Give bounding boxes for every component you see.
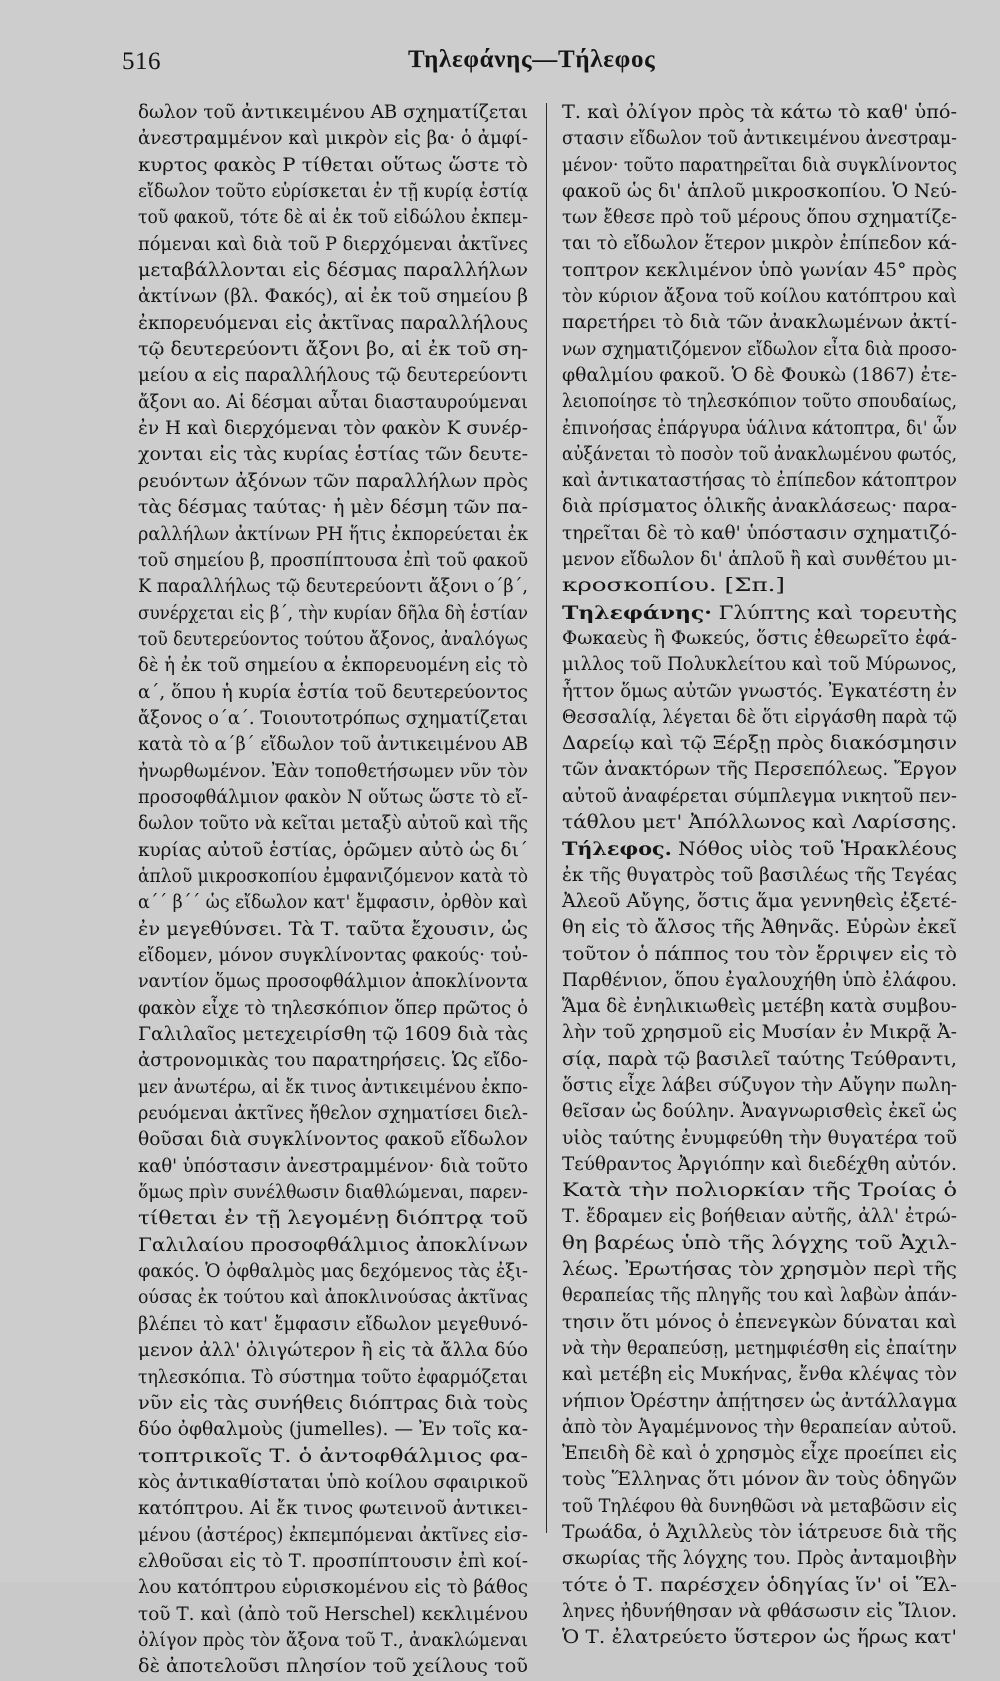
- page-number: 516: [122, 48, 161, 75]
- text-line: σκωρίας τῆς λόγχης του. Πρὸς ἀνταμοιβὴν: [562, 1548, 957, 1570]
- text-line: κυρίας αὐτοῦ ἑστίας, ὁρῶμεν αὐτὸ ὡς δι΄: [138, 839, 528, 861]
- text-line: α΄, ὅπου ἡ κυρία ἑστία τοῦ δευτερεύοντος: [138, 681, 528, 703]
- text-line: Κατὰ τὴν πολιορκίαν τῆς Τροίας ὁ: [562, 1180, 957, 1202]
- text-line: ἄξονος ο΄α΄. Τοιουτοτρόπως σχηματίζεται: [138, 707, 528, 729]
- text-line: δὲ ἡ ἐκ τοῦ σημείου α ἐκπορευομένη εἰς τὸ: [138, 655, 528, 677]
- text-line: θη εἰς τὸ ἄλσος τῆς Ἀθηνᾶς. Εὑρὼν ἐκεῖ: [562, 917, 957, 939]
- text-line: ούσας ἐκ τούτου καὶ ἀποκλινούσας ἀκτῖνας: [138, 1287, 528, 1309]
- text-line: τάθλου μετ' Ἀπόλλωνος καὶ Λαρίσσης.: [562, 812, 957, 834]
- text-line: Θεσσαλίᾳ, λέγεται δὲ ὅτι εἰργάσθη παρὰ τῷ: [562, 706, 957, 728]
- text-line: ρευόμεναι ἀκτῖνες ἤθελον σχηματίσει διελ-: [138, 1103, 528, 1125]
- text-line: μενον ἀλλ' ὀλιγώτερον ἢ εἰς τὰ ἄλλα δύο: [138, 1340, 528, 1362]
- text-line: λειοποίησε τὸ τηλεσκόπιον τοῦτο σπουδαίως,: [562, 391, 957, 413]
- text-line: Τ. ἔδραμεν εἰς βοήθειαν αὐτῆς, ἀλλ' ἐτρώ-: [562, 1206, 957, 1228]
- text-line: Ἐπειδὴ δὲ καὶ ὁ χρησμὸς εἶχε προείπει εἰς: [562, 1443, 957, 1465]
- text-line: τηρεῖται δὲ τὸ καθ' ὑπόστασιν σχηματιζό-: [562, 522, 957, 544]
- entry-telephanes-first-line: [562, 600, 957, 626]
- text-line: σίᾳ, παρὰ τῷ βασιλεῖ ταύτης Τεύθραντι,: [562, 1048, 957, 1070]
- text-line: των ἔθεσε πρὸ τοῦ μέρους ὅπου σχηματίζε-: [562, 207, 957, 229]
- text-line: αὐτοῦ ἀναφέρεται σύμπλεγμα νικητοῦ πεν-: [562, 785, 957, 807]
- text-line: ἐν μεγεθύνσει. Τὰ Τ. ταῦτα ἔχουσιν, ὡς: [138, 918, 528, 940]
- text-line: κὸς ἀντικαθίσταται ὑπὸ κοίλου σφαιρικοῦ: [138, 1471, 528, 1493]
- text-line: τοῦ δευτερεύοντος τούτου ἄξονος, ἀναλόγως: [138, 628, 528, 650]
- text-line: ἄξονι αο. Αἱ δέσμαι αὗται διασταυρούμεναι: [138, 391, 528, 413]
- text-line: τότε ὁ Τ. παρέσχεν ὁδηγίας ἵν' οἱ Ἕλ-: [562, 1574, 957, 1596]
- text-line: παρετήρει τὸ διὰ τῶν ἀνακλωμένων ἀκτί-: [562, 312, 957, 334]
- text-line: ἁπλοῦ μικροσκοπίου ἐμφανιζόμενον κατὰ τὸ: [138, 865, 528, 887]
- text-line: ὅμως πρὶν συνέλθωσιν διαθλώμεναι, παρεν-: [138, 1182, 528, 1204]
- text-line: υἱὸς ταύτης ἐνυμφεύθη τὴν θυγατέρα τοῦ: [562, 1127, 957, 1149]
- text-line: θεραπείας τῆς πληγῆς του καὶ λαβὼν ἀπάν-: [562, 1285, 957, 1307]
- entry-telephos-headword: Τήλεφος.: [562, 838, 672, 861]
- text-line: ἠνωρθωμένον. Ἐὰν τοποθετήσωμεν νῦν τὸν: [138, 760, 528, 782]
- text-line: συνέρχεται εἰς β΄, τὴν κυρίαν δῆλα δὴ ἑστίαν: [138, 602, 528, 624]
- text-line: ται τὸ εἴδωλον ἕτερον μικρὸν ἐπίπεδον κά-: [562, 233, 957, 255]
- text-line: κυρτος φακὸς Ρ τίθεται οὕτως ὥστε τὸ: [138, 154, 528, 176]
- text-line: τοῦ φακοῦ, τότε δὲ αἱ ἐκ τοῦ εἰδώλου ἐκπεμ-: [138, 207, 528, 229]
- text-line: νήπιον Ὀρέστην ἀπῄτησεν ὡς ἀντάλλαγμα: [562, 1390, 957, 1412]
- text-line: ὀλίγον πρὸς τὸν ἄξονα τοῦ Τ., ἀνακλώμεναι: [138, 1629, 528, 1651]
- text-line: μένον· τοῦτο παρατηρεῖται διὰ συγκλίνοντος: [562, 154, 957, 176]
- text-line: δύο ὀφθαλμοὺς (jumelles). — Ἐν τοῖς κα-: [138, 1419, 528, 1441]
- text-line: ἀκτίνων (βλ. Φακός), αἱ ἐκ τοῦ σημείου β: [138, 286, 528, 308]
- text-line: Γαλιλαῖος μετεχειρίσθη τῷ 1609 διὰ τὰς: [138, 1024, 528, 1046]
- text-line: τίθεται ἐν τῇ λεγομένῃ διόπτρᾳ τοῦ: [138, 1208, 528, 1230]
- running-title: Τηλεφάνης—Τήλεφος: [408, 46, 656, 73]
- text-line: μένου (ἀστέρος) ἐκπεμπόμεναι ἀκτῖνες εἰσ-: [138, 1524, 528, 1546]
- text-line: λέως. Ἐρωτήσας τὸν χρησμὸν περὶ τῆς: [562, 1259, 957, 1281]
- text-line: Τρωάδα, ὁ Ἀχιλλεὺς τὸν ἰάτρευσε διὰ τῆς: [562, 1522, 957, 1544]
- text-line: καθ' ὑπόστασιν ἀνεστραμμένον· διὰ τοῦτο: [138, 1155, 528, 1177]
- text-line: ελθοῦσαι εἰς τὸ Τ. προσπίπτουσιν ἐπὶ κοί-: [138, 1550, 528, 1572]
- text-line: πόμεναι καὶ διὰ τοῦ Ρ διερχόμεναι ἀκτῖνες: [138, 233, 528, 255]
- text-line: τοπτρον κεκλιμένον ὑπὸ γωνίαν 45° πρὸς: [562, 259, 957, 281]
- text-line: θεῖσαν ὡς δούλην. Ἀναγνωρισθεὶς ἐκεῖ ὡς: [562, 1101, 957, 1123]
- text-line: βλέπει τὸ κατ' ἔμφασιν εἴδωλον μεγεθυνό-: [138, 1313, 528, 1335]
- text-line: διὰ πρίσματος ὁλικῆς ἀνακλάσεως· παρα-: [562, 496, 957, 518]
- text-line: τηλεσκόπια. Τὸ σύστημα τοῦτο ἐφαρμόζεται: [138, 1366, 528, 1388]
- text-line: ἐκ τῆς θυγατρὸς τοῦ βασιλέως τῆς Τεγέας: [562, 864, 957, 886]
- text-line: στασιν εἴδωλον τοῦ ἀντικειμένου ἀνεστραμ-: [562, 128, 957, 150]
- right-column: [562, 100, 957, 1649]
- text-line: μιλλος τοῦ Πολυκλείτου καὶ τοῦ Μύρωνος,: [562, 654, 957, 676]
- text-line: Γαλιλαίου προσοφθάλμιος ἀποκλίνων: [138, 1234, 528, 1256]
- text-line: μεταβάλλονται εἰς δέσμας παραλλήλων: [138, 260, 528, 282]
- text-line: λὴν τοῦ χρησμοῦ εἰς Μυσίαν ἐν Μικρᾷ Ἀ-: [562, 1022, 957, 1044]
- text-line: εἴδομεν, μόνον συγκλίνοντας φακούς· τοὐ-: [138, 945, 528, 966]
- text-line: φακὸν εἶχε τὸ τηλεσκόπιον ὅπερ πρῶτος ὁ: [138, 997, 528, 1019]
- text-line: τοῦ Τηλέφου θὰ δυνηθῶσι νὰ μεταβῶσιν εἰς: [562, 1495, 957, 1517]
- text-line: τὸν κύριον ἄξονα τοῦ κοίλου κατόπτρου καὶ: [562, 286, 957, 308]
- entry-telephanes-text: Γλύπτης καὶ τορευτὴς: [711, 602, 957, 624]
- text-line: δωλον τοῦτο νὰ κεῖται μεταξὺ αὐτοῦ καὶ τῆς: [138, 813, 528, 835]
- text-line: ἀνεστραμμένον καὶ μικρὸν εἰς βα· ὁ ἀμφί-: [138, 128, 528, 150]
- text-line: τησιν ὅτι μόνος ὁ ἐπενεγκὼν δύναται καὶ: [562, 1311, 957, 1333]
- entry-telephanes-headword: Τηλεφάνης·: [562, 601, 712, 624]
- text-line: θη βαρέως ὑπὸ τῆς λόγχης τοῦ Ἀχιλ-: [562, 1232, 957, 1254]
- text-line: δωλον τοῦ ἀντικειμένου ΑΒ σχηματίζεται: [138, 102, 528, 123]
- text-line: τοῦ Τ. καὶ (ἀπὸ τοῦ Herschel) κεκλιμένου: [138, 1603, 528, 1625]
- text-line: τὰς δέσμας ταύτας· ἡ μὲν δέσμη τῶν πα-: [138, 497, 528, 519]
- text-line: μεν ἀνωτέρω, αἱ ἔκ τινος ἀντικειμένου ἐκπο-: [138, 1076, 528, 1098]
- text-line: Ὁ Τ. ἐλατρεύετο ὕστερον ὡς ἥρως κατ': [562, 1627, 957, 1649]
- text-line: τοὺς Ἕλληνας ὅτι μόνον ἂν τοὺς ὁδηγῶν: [562, 1469, 957, 1491]
- entry-telephos-text: Νόθος υἱὸς τοῦ Ἡρακλέους: [671, 839, 957, 861]
- text-line: κατόπτρου. Αἱ ἔκ τινος φωτεινοῦ ἀντικει-: [138, 1498, 528, 1520]
- text-line: Κ παραλλήλως τῷ δευτερεύοντι ἄξονι ο΄β΄,: [138, 576, 528, 598]
- text-line: ἀπὸ τὸν Ἀγαμέμνονος τὴν θεραπείαν αὐτοῦ.: [562, 1416, 957, 1438]
- text-line: ἐν Η καὶ διερχόμεναι τὸν φακὸν Κ συνέρ-: [138, 418, 528, 440]
- text-line: τῶν ἀνακτόρων τῆς Περσεπόλεως. Ἔργον: [562, 759, 957, 781]
- text-line: φθαλμίου φακοῦ. Ὁ δὲ Φουκὼ (1867) ἐτε-: [562, 364, 957, 386]
- text-line: τῷ δευτερεύοντι ἄξονι βο, αἱ ἐκ τοῦ ση-: [138, 339, 528, 361]
- text-line: ἀστρονομικὰς του παρατηρήσεις. Ὡς εἴδο-: [138, 1050, 528, 1072]
- text-line: τοῦτον ὁ πάππος του τὸν ἔρριψεν εἰς τὸ: [562, 943, 957, 965]
- text-line: μενον εἴδωλον δι' ἁπλοῦ ἢ καὶ συνθέτου μι-: [562, 549, 957, 571]
- text-line: ραλλήλων ἀκτίνων ΡΗ ἥτις ἐκπορεύεται ἐκ: [138, 523, 528, 545]
- text-line: εἴδωλον τοῦτο εὑρίσκεται ἐν τῇ κυρίᾳ ἑστίᾳ: [138, 181, 528, 203]
- left-column: [138, 100, 528, 1678]
- text-line: ρευόντων ἀξόνων τῶν παραλλήλων πρὸς: [138, 470, 528, 492]
- text-line: νῦν εἰς τὰς συνήθεις διόπτρας διὰ τοὺς: [138, 1392, 528, 1414]
- text-line: τοπτρικοῖς Τ. ὁ ἀντοφθάλμιος φα-: [138, 1445, 528, 1467]
- text-line: ἐπινοήσας ἐπάργυρα ὑάλινα κάτοπτρα, δι' ὧν: [562, 417, 957, 439]
- text-line: αὐξάνεται τὸ ποσὸν τοῦ ἀνακλωμένου φωτός,: [562, 443, 957, 465]
- text-line: προσοφθάλμιον φακὸν Ν οὕτως ὥστε τὸ εἴ-: [138, 786, 528, 808]
- text-line: καὶ μετέβη εἰς Μυκήνας, ἔνθα κλέψας τὸν: [562, 1364, 957, 1386]
- text-line: νων σχηματιζόμενον εἴδωλον εἶτα διὰ προσο-: [562, 338, 957, 360]
- text-line: Παρθένιον, ὅπου ἐγαλουχήθη ὑπὸ ἐλάφου.: [562, 969, 957, 991]
- text-line: α΄΄ β΄΄ ὡς εἴδωλον κατ' ἔμφασιν, ὀρθὸν καὶ: [138, 892, 528, 914]
- text-line: ἐκπορευόμεναι εἰς ἀκτῖνας παραλλήλους: [138, 312, 528, 334]
- text-line: θοῦσαι διὰ συγκλίνοντος φακοῦ εἴδωλον: [138, 1129, 528, 1151]
- text-line: Τεύθραντος Ἀργιόπην καὶ διεδέχθη αὐτόν.: [562, 1153, 957, 1175]
- text-line: λου κατόπτρου εὑρισκομένου εἰς τὸ βάθος: [138, 1577, 528, 1599]
- text-line: Φωκαεὺς ἢ Φωκεύς, ὅστις ἐθεωρεῖτο ἐφά-: [562, 627, 957, 649]
- text-line: ληνες ἠδυνήθησαν νὰ φθάσωσιν εἰς Ἴλιον.: [562, 1600, 957, 1622]
- text-line: φακός. Ὁ ὀφθαλμὸς μας δεχόμενος τὰς ἐξι-: [138, 1261, 528, 1283]
- text-line: ὅστις εἶχε λάβει σύζυγον τὴν Αὔγην πωλη-: [562, 1074, 957, 1096]
- entry-telephos-first-line: [562, 836, 957, 862]
- text-line: τοῦ σημείου β, προσπίπτουσα ἐπὶ τοῦ φακοῦ: [138, 549, 528, 571]
- text-line: Δαρείῳ καὶ τῷ Ξέρξῃ πρὸς διακόσμησιν: [562, 733, 957, 755]
- text-line: ἧττον ὅμως αὐτῶν γνωστός. Ἐγκατέστη ἐν: [562, 680, 957, 702]
- text-line: κροσκοπίου. [Σπ.]: [562, 575, 786, 597]
- text-line: φακοῦ ὡς δι' ἁπλοῦ μικροσκοπίου. Ὁ Νεύ-: [562, 180, 957, 202]
- text-line: Ἅμα δὲ ἐνηλικιωθεὶς μετέβη κατὰ συμβου-: [562, 996, 957, 1018]
- text-line: κατὰ τὸ α΄β΄ εἴδωλον τοῦ ἀντικειμένου ΑΒ: [138, 734, 528, 756]
- text-line: Ἀλεοῦ Αὔγης, ὅστις ἅμα γεννηθεὶς ἐξετέ-: [562, 890, 957, 912]
- text-line: καὶ ἀντικαταστήσας τὸ ἐπίπεδον κάτοπτρον: [562, 470, 957, 492]
- text-line: δὲ ἀποτελοῦσι πλησίον τοῦ χείλους τοῦ: [138, 1656, 528, 1678]
- column-divider: [546, 103, 547, 1533]
- text-line: νὰ τὴν θεραπεύσῃ, μετημφιέσθη εἰς ἐπαίτην: [562, 1337, 957, 1359]
- text-line: μείου α εἰς παραλλήλους τῷ δευτερεύοντι: [138, 365, 528, 387]
- text-line: ναντίον ὅμως προσοφθάλμιον ἀποκλίνοντα: [138, 971, 528, 993]
- page-header: [0, 0, 1000, 90]
- text-line: χονται εἰς τὰς κυρίας ἑστίας τῶν δευτε-: [138, 444, 528, 466]
- text-line: Τ. καὶ ὀλίγον πρὸς τὰ κάτω τὸ καθ' ὑπό-: [562, 102, 957, 123]
